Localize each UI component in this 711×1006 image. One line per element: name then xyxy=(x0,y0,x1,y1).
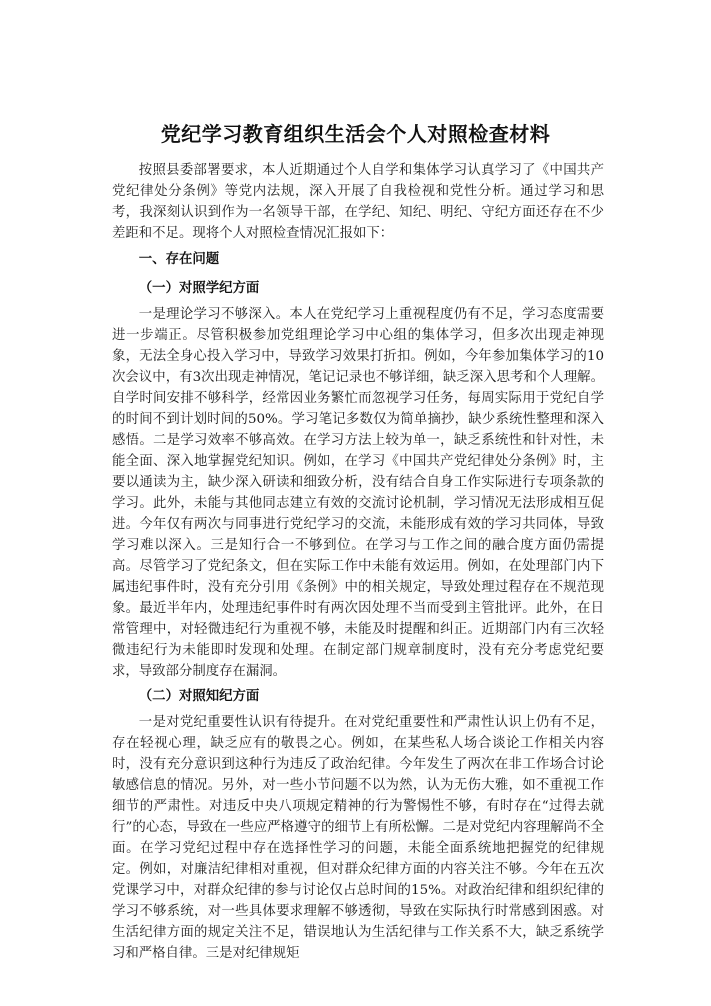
intro-paragraph: 按照县委部署要求，本人近期通过个人自学和集体学习认真学习了《中国共产党纪律处分条例》等党内法规，深入开展了自我检视和党性分析。通过学习和思考，我深刻认识到作为一名领导干部，在学纪、知纪、明纪、守纪方面还存在不少差距和不足。现将个人对照检查情况汇报如下： xyxy=(112,163,604,241)
section-heading-problems: 一、存在问题 xyxy=(138,252,220,267)
know-discipline-paragraph: 一是对党纪重要性认识有待提升。在对党纪重要性和严肃性认识上仍有不足，存在轻视心理，缺乏应有的敬畏之心。例如，在某些私人场合谈论工作相关内容时，没有充分意识到这种行为违反了政治纪律。今年发生了两次在非工作场合讨论敏感信息的情况。另外，对一些小节问题不以为然，认为无伤大雅，如不重视工作细节的严肃性。对违反中央八项规定精神的行为警惕性不够，有时存在“过得去就行”的心态，导致在一些应严格遵守的细节上有所松懈。二是对党纪内容理解尚不全面。在学习党纪过程中存在选择性学习的问题，未能全面系统地把握党的纪律规定。例如，对廉洁纪律相对重视，但对群众纪律方面的内容关注不够。今年在五次党课学习中，对群众纪律的参与讨论仅占总时间的15%。对政治纪律和组织纪律的学习不够系统，对一些具体要求理解不够透彻，导致在实际执行时常感到困惑。对生活纪律方面的规定关注不足，错误地认为生活纪律与工作关系不大，缺乏系统学习和严格自律。三是对纪律规矩 xyxy=(112,715,604,961)
subsection-heading-know: （二）对照知纪方面 xyxy=(138,689,260,704)
document-title: 党纪学习教育组织生活会个人对照检查材料 xyxy=(160,122,551,146)
subsection-heading-study: （一）对照学纪方面 xyxy=(138,281,260,296)
document-body xyxy=(112,160,604,964)
study-discipline-paragraph: 一是理论学习不够深入。本人在党纪学习上重视程度仍有不足，学习态度需要进一步端正。尽管积极参加党组理论学习中心组的集体学习，但多次出现走神现象，无法全身心投入学习中，导致学习效果打折扣。例如，今年参加集体学习的10次会议中，有3次出现走神情况，笔记记录也不够详细，缺乏深入思考和个人理解。自学时间安排不够科学，经常因业务繁忙而忽视学习任务，每周实际用于党纪自学的时间不到计划时间的50%。学习笔记多数仅为简单摘抄，缺少系统性整理和深入感悟。二是学习效率不够高效。在学习方法上较为单一，缺乏系统性和针对性，未能全面、深入地掌握党纪知识。例如，在学习《中国共产党纪律处分条例》时，主要以通读为主，缺少深入研读和细致分析，没有结合自身工作实际进行专项条款的学习。此外，未能与其他同志建立有效的交流讨论机制，学习情况无法形成相互促进。今年仅有两次与同事进行党纪学习的交流，未能形成有效的学习共同体，导致学习难以深入。三是知行合一不够到位。在学习与工作之间的融合度方面仍需提高。尽管学习了党纪条文，但在实际工作中未能有效运用。例如，在处理部门内下属违纪事件时，没有充分引用《条例》中的相关规定，导致处理过程存在不规范现象。最近半年内，处理违纪事件时有两次因处理不当而受到主管批评。此外，在日常管理中，对轻微违纪行为重视不够，未能及时提醒和纠正。近期部门内有三次轻微违纪行为未能即时发现和处理。在制定部门规章制度时，没有充分考虑党纪要求，导致部分制度存在漏洞。 xyxy=(112,307,604,679)
